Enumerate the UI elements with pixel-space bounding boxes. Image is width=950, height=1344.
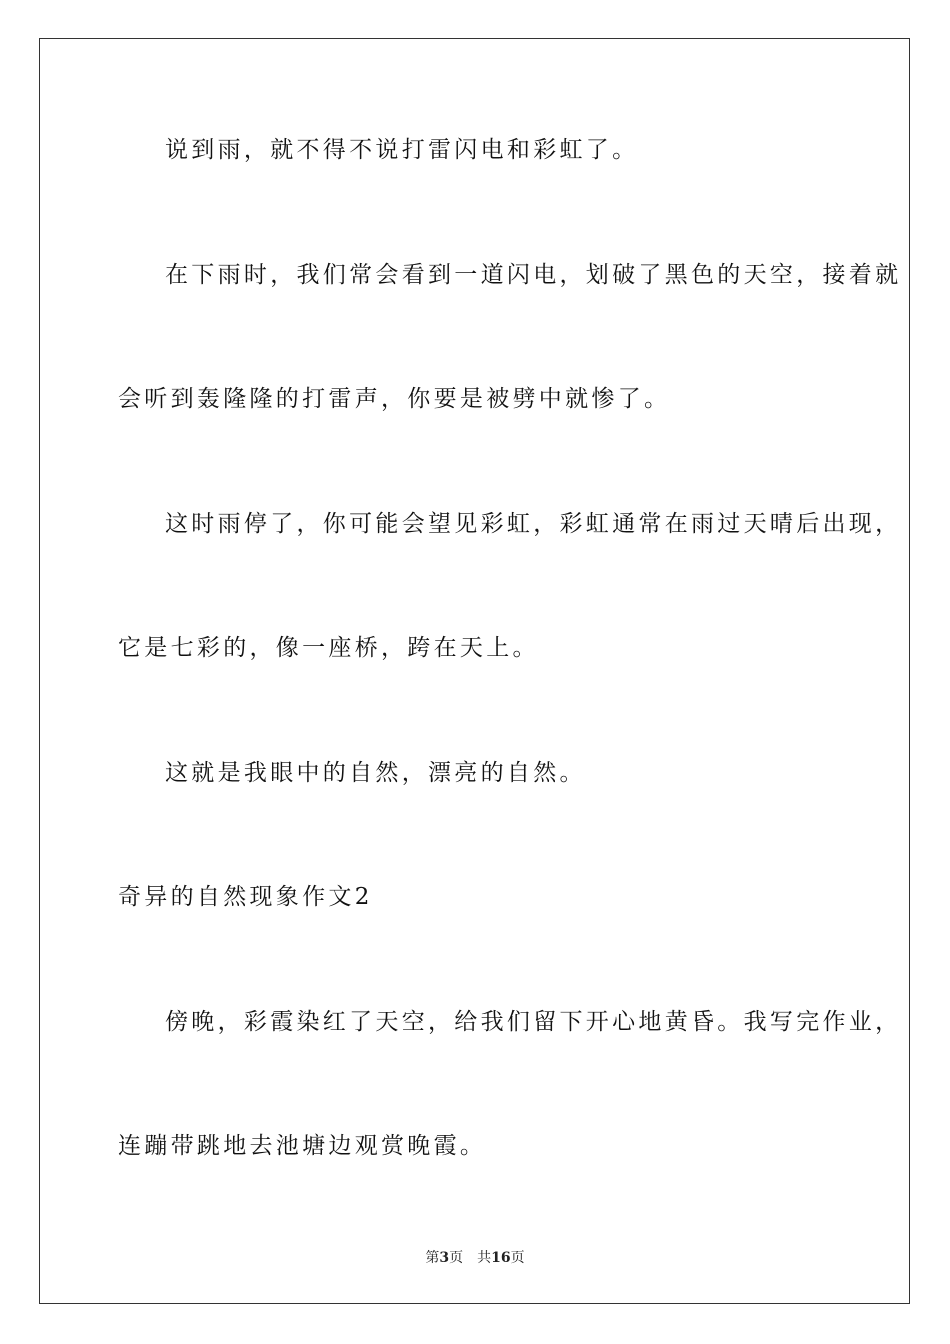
- page-suffix: 页: [449, 1250, 464, 1266]
- page-current: 3: [439, 1250, 450, 1266]
- total-suffix: 页: [510, 1250, 525, 1266]
- paragraph-line: 会听到轰隆隆的打雷声，你要是被劈中就惨了。: [118, 386, 671, 412]
- paragraph-line: 这时雨停了，你可能会望见彩虹，彩虹通常在雨过天晴后出现，: [165, 511, 902, 537]
- paragraph-line: 在下雨时，我们常会看到一道闪电，划破了黑色的天空，接着就: [165, 262, 902, 288]
- paragraph-line: 傍晚，彩霞染红了天空，给我们留下开心地黄昏。我写完作业，: [165, 1009, 902, 1035]
- page-prefix: 第: [425, 1250, 440, 1266]
- paragraph-line: 它是七彩的，像一座桥，跨在天上。: [118, 635, 539, 661]
- page-frame: [39, 38, 910, 1304]
- page-total: 16: [491, 1250, 511, 1266]
- paragraph-line: 说到雨，就不得不说打雷闪电和彩虹了。: [165, 137, 639, 163]
- paragraph-line: 连蹦带跳地去池塘边观赏晚霞。: [118, 1133, 487, 1159]
- page-footer: [0, 1247, 950, 1267]
- total-prefix: 共: [477, 1250, 492, 1266]
- section-heading: 奇异的自然现象作文2: [118, 884, 373, 910]
- paragraph-line: 这就是我眼中的自然，漂亮的自然。: [165, 760, 586, 786]
